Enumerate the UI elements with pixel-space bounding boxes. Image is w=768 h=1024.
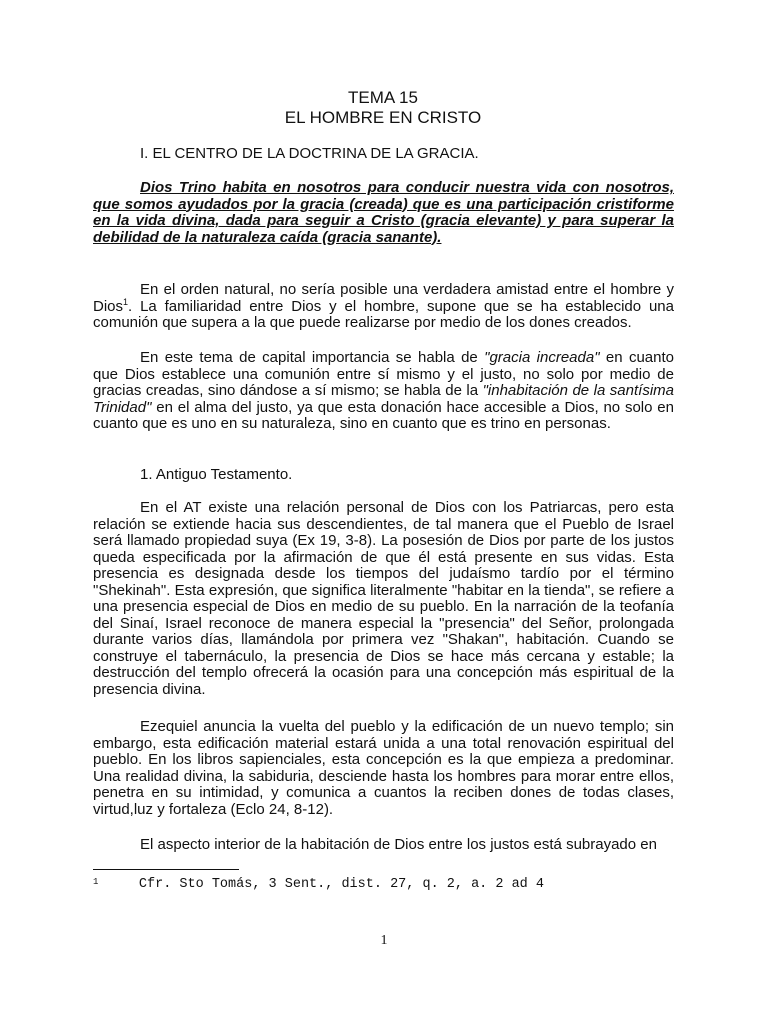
section-heading: I. EL CENTRO DE LA DOCTRINA DE LA GRACIA. [140, 145, 479, 162]
paragraph-ezekiel: Ezequiel anuncia la vuelta del pueblo y la edificación de un nuevo templo; sin embargo, esta edificación material estará unida a una total renovación espiritual del pueblo. En los libros sapienciales, esta concepción es la que empieza a predominar. Una realidad divina, la sabiduria, desciende hasta los hombres para morar entre ellos, penetra en su intimidad, y comunica a cuantos la reciben dones de todas clases, virtud,luz y fortaleza (Eclo 24, 8-12). [93, 718, 674, 818]
page-number: 1 [380, 933, 388, 948]
footnote-text: Cfr. Sto Tomás, 3 Sent., dist. 27, q. 2, a. 2 ad 4 [138, 877, 544, 892]
paragraph-text: . La familiaridad entre Dios y el hombre, supone que se ha establecido una comunión que supera a la que puede realizarse por medio de los dones creados. [93, 297, 674, 331]
footnote-reference: 1 [123, 296, 129, 307]
paragraph-uncreated-grace [93, 350, 674, 433]
term-uncreated-grace: "gracia increada" [484, 349, 600, 366]
thesis-paragraph: Dios Trino habita en nosotros para conducir nuestra vida con nosotros, que somos ayudados por la gracia (creada) que es una participación cristiforme en la vida divina, dada para seguir a Cristo (gracia elevante) y para superar la debilidad de la naturaleza caída (gracia sanante). [93, 179, 674, 246]
paragraph-text: En este tema de capital importancia se habla de [140, 349, 485, 366]
paragraph-interior-aspect: El aspecto interior de la habitación de Dios entre los justos está subrayado en [140, 836, 657, 853]
paragraph-text: en el alma del justo, ya que esta donación hace accesible a Dios, no solo en cuanto que es uno en su naturaleza, sino en cuanto que es trino en personas. [93, 398, 674, 432]
term-inhabitation: "inhabitación de la santísima Trinidad" [93, 382, 674, 416]
document-title: EL HOMBRE EN CRISTO [284, 108, 482, 127]
paragraph-old-testament: En el AT existe una relación personal de Dios con los Patriarcas, pero esta relación se extiende hacia sus descendientes, de tal manera que el Pueblo de Israel será llamado propiedad suya (Ex 19, 3-8). La posesión de Dios por parte de los justos queda especificada por la afirmación de que él está presente en sus vidas. Esta presencia es designada desde los tiempos del judaísmo tardío por el término "Shekinah". Esta expresión, que significa literalmente "habitar en la tienda", se refiere a una presencia especial de Dios en medio de su pueblo. En la narración de la teofanía del Sinaí, Israel reconoce de manera especial la "presencia" del Señor, prolongada durante varios días, llamándola por primera vez "Shakan", habitación. Cuando se construye el tabernáculo, la presencia de Dios se hace más cercana y estable; la destrucción del templo ofrecerá la ocasión para una concepción más espiritual de la presencia divina. [93, 499, 674, 698]
paragraph-text: en cuanto que Dios establece una comunión entre sí mismo y el justo, no solo por medio de gracias creadas, sino dándose a sí mismo; se habla de la [93, 349, 674, 399]
footnote [93, 874, 544, 893]
footnote-divider [93, 869, 239, 870]
subheading-old-testament: 1. Antiguo Testamento. [140, 466, 293, 483]
footnote-mark: 1 [93, 877, 99, 887]
paragraph-text: En el orden natural, no sería posible una verdadera amistad entre el hombre y Dios [93, 281, 674, 315]
document-title-number: TEMA 15 [348, 88, 418, 107]
paragraph-natural-order [93, 282, 674, 332]
